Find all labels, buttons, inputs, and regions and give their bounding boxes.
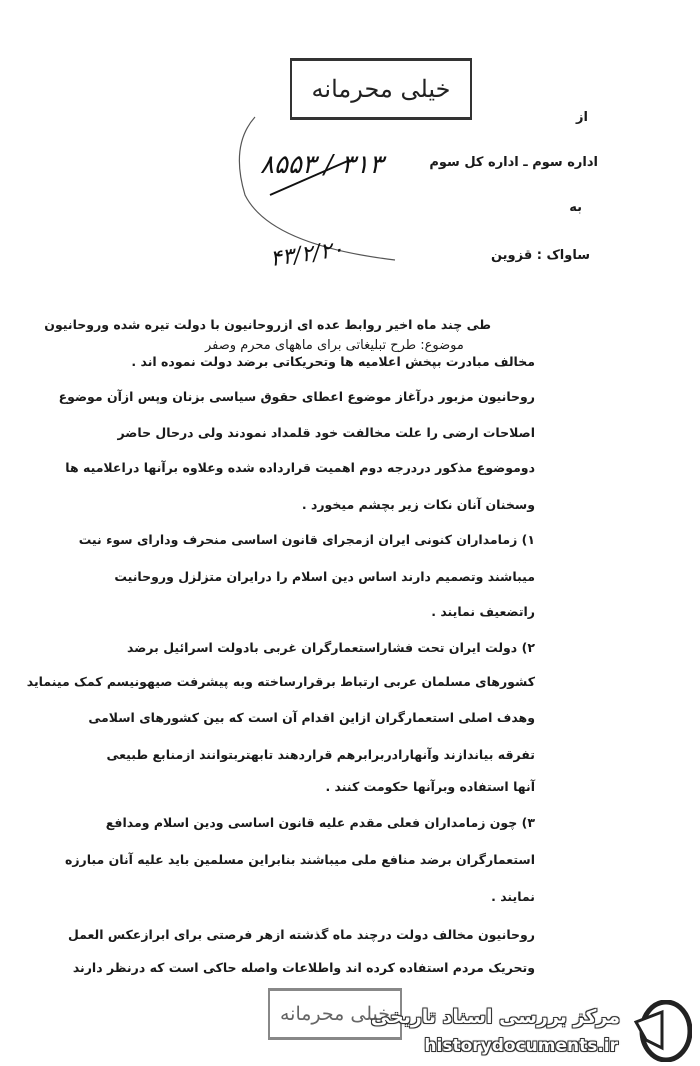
body-line: روحانیون مزبور درآغاز موضوع اعطای حقوق سیاسی بزنان وپس ازآن موضوع	[58, 389, 535, 404]
body-line: مخالف مبادرت بپخش اعلامیه ها وتحریکاتی برضد دولت نموده اند .	[131, 354, 535, 369]
body-line: استعمارگران برضد منافع ملی میباشند بنابراین مسلمین باید علیه آنان مبارزه	[64, 852, 535, 867]
archive-logo-icon	[628, 1000, 692, 1062]
handwritten-reference-number: ۸۵۵۳ / ۳۱۳	[260, 150, 384, 180]
body-line: دوموضوع مذکور دردرجه دوم اهمیت قرارداده شده وعلاوه برآنها دراعلامیه ها	[65, 460, 535, 475]
body-line: طی چند ماه اخیر روابط عده ای ازروحانیون با دولت تیره شده وروحانیون	[44, 317, 491, 332]
body-line: نمایند .	[491, 889, 535, 904]
watermark-site: historydocuments.ir	[424, 1036, 618, 1056]
body-line: میباشند وتصمیم دارند اساس دین اسلام را درایران متزلزل وروحانیت	[114, 569, 535, 584]
body-line: ۳) چون زمامداران فعلی مقدم علیه قانون اساسی ودین اسلام ومدافع	[105, 815, 535, 830]
watermark-org-name: مرکز بررسی اسناد تاریخی	[370, 1006, 620, 1028]
body-line: اصلاحات ارضی را علت مخالفت خود قلمداد نمودند ولی درحال حاضر	[117, 425, 535, 440]
classification-stamp-top: خیلی محرمانه	[290, 58, 472, 120]
classification-stamp-bottom: خیلی محرمانه	[268, 988, 402, 1040]
from-label: از	[576, 110, 588, 125]
body-line: وسخنان آنان نکات زیر بچشم میخورد .	[301, 497, 535, 512]
body-line: کشورهای مسلمان عربی ارتباط برقرارساخته وبه پیشرفت صیهونیسم کمک مینماید	[26, 674, 535, 689]
body-line: ۲) دولت ایران تحت فشاراستعمارگران غربی بادولت اسرائیل برضد	[127, 640, 535, 655]
handwritten-date: ۴۳/۲/۲۰	[268, 236, 346, 273]
body-line: وتحریک مردم استفاده کرده اند واطلاعات واصله حاکی است که درنظر دارند	[72, 960, 535, 975]
body-line: راتضعیف نمایند .	[431, 604, 535, 619]
body-line: آنها استفاده وبرآنها حکومت کنند .	[325, 779, 535, 794]
body-line: ۱) زمامداران کنونی ایران ازمجرای قانون اساسی منحرف ودارای سوء نیت	[78, 532, 535, 547]
to-label: به	[569, 200, 582, 215]
body-line: روحانیون مخالف دولت درچند ماه گذشته ازهر فرصتی برای ابرازعکس العمل	[67, 927, 535, 942]
body-line: وهدف اصلی استعمارگران ازاین اقدام آن است که بین کشورهای اسلامی	[88, 710, 535, 725]
to-value: ساواک : قزوین	[490, 248, 590, 263]
body-line: تفرقه بیاندازند وآنهارادربرابرهم قراردهند تابهتربتوانند ازمنابع طبیعی	[106, 747, 535, 762]
from-value: اداره سوم ـ اداره کل سوم	[429, 155, 598, 170]
subject-line: موضوع: طرح تبلیغاتی برای ماههای محرم وصفر	[205, 338, 464, 353]
